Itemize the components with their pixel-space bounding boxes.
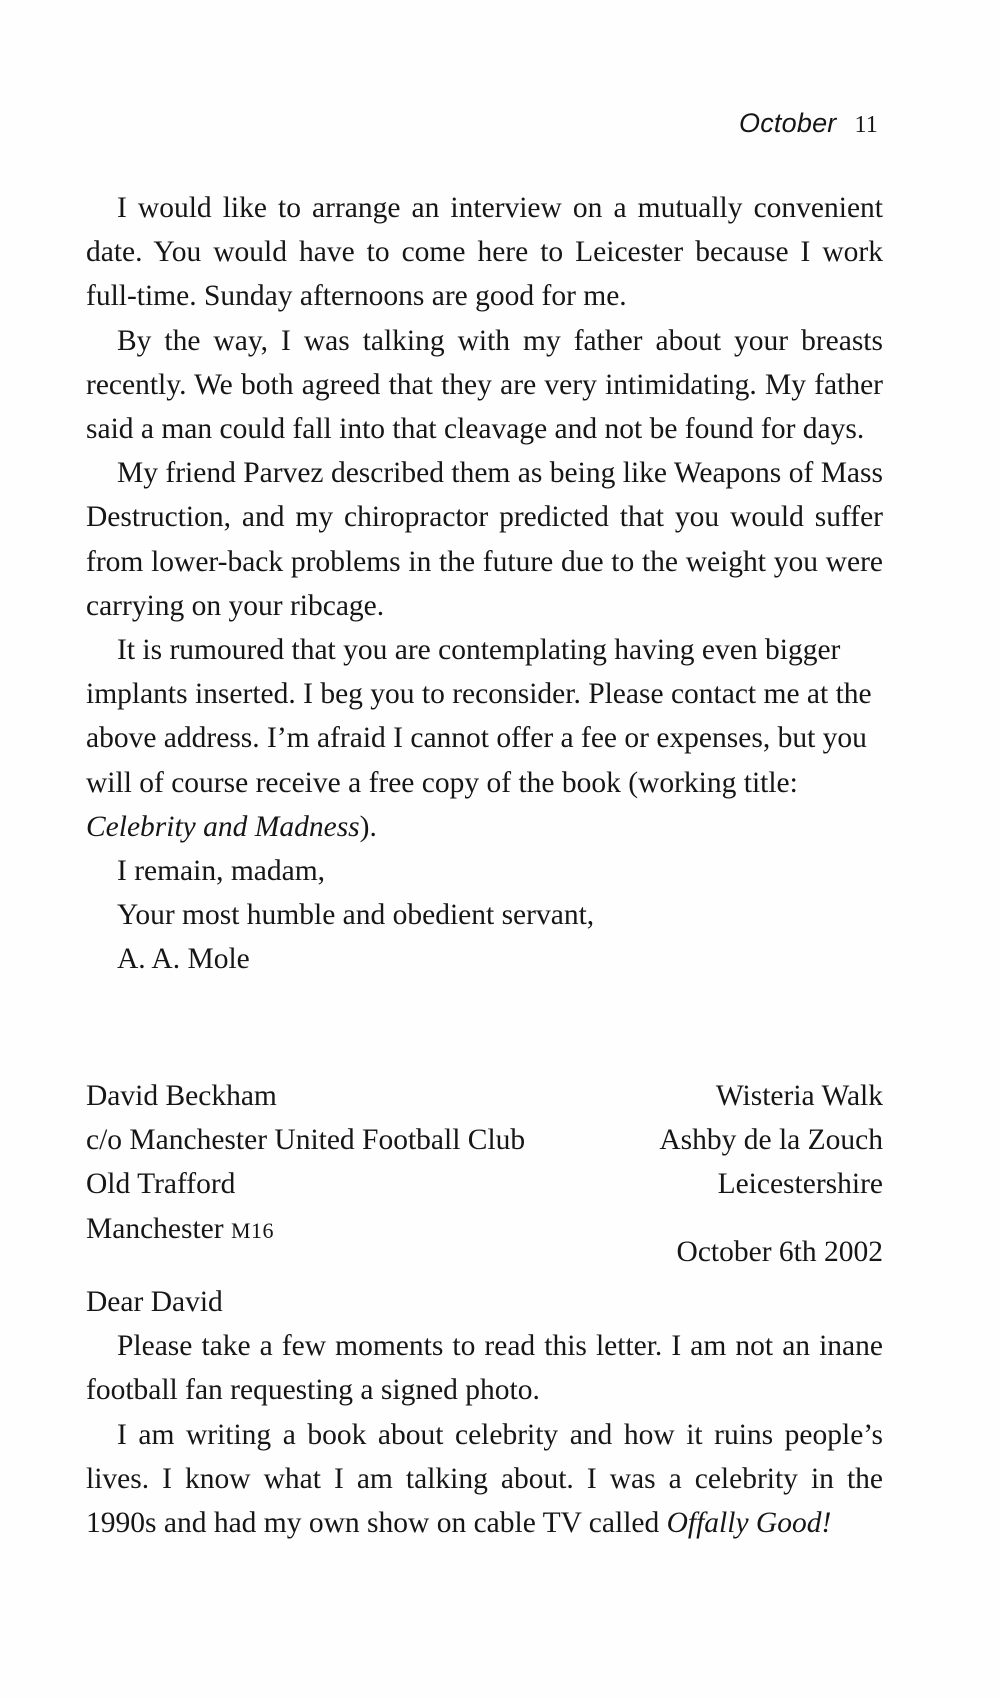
letter-date: October 6th 2002 [676, 1236, 883, 1268]
recipient-city: Manchester [86, 1212, 224, 1245]
running-head-month: October [739, 108, 837, 138]
sender-county: Leicestershire [717, 1168, 883, 1201]
paragraph-text: It is rumoured that you are contemplating having even bigger implants inserted. I beg you to reconsider. Please contact me at the above address. I’m afraid I cannot offer a fee or expenses, but you will of course receive a free copy of the book (working title: [86, 634, 872, 799]
recipient-postcode: M16 [230, 1217, 275, 1243]
letter-to-celebrity-continued [86, 186, 883, 982]
body-paragraph: By the way, I was talking with my father about your breasts recently. We both agreed that they are very intimidating. My father said a man could fall into that cleavage and not be found for days. [86, 324, 883, 446]
recipient-address [86, 1074, 525, 1253]
signature-name: A. A. Mole [117, 943, 250, 976]
salutation: Dear David [86, 1286, 223, 1318]
closing-line: Your most humble and obedient servant, [117, 899, 595, 932]
recipient-org: c/o Manchester United Football Club [86, 1124, 526, 1157]
book-working-title: Celebrity and Madness [86, 810, 360, 843]
sender-town: Ashby de la Zouch [659, 1124, 883, 1157]
body-paragraph: Please take a few moments to read this letter. I am not an inane football fan requesting a signed photo. [86, 1330, 883, 1407]
running-head [739, 108, 878, 139]
body-paragraph: My friend Parvez described them as being like Weapons of Mass Destruction, and my chiropractor predicted that you would suffer from lower-back problems in the future due to the weight you were carrying on your ribcage. [86, 457, 883, 622]
body-paragraph [86, 1413, 883, 1546]
sender-address [659, 1074, 883, 1207]
body-paragraph [86, 628, 883, 849]
tv-show-title: Offally Good! [666, 1507, 832, 1540]
letter-to-david-beckham [86, 1280, 883, 1545]
page-number: 11 [854, 112, 878, 138]
closing-line: I remain, madam, [117, 855, 326, 888]
body-paragraph: I would like to arrange an interview on a mutually convenient date. You would have to come here to Leicester because I work full-time. Sunday afternoons are good for me. [86, 192, 883, 313]
paragraph-text-end: ). [359, 810, 377, 843]
recipient-city-line [86, 1207, 525, 1253]
recipient-name: David Beckham [86, 1080, 277, 1112]
recipient-street: Old Trafford [86, 1168, 236, 1201]
sender-street: Wisteria Walk [715, 1080, 883, 1112]
paragraph-text: I am writing a book about celebrity and how it ruins people’s lives. I know what I am talking about. I was a celebrity in the 1990s and had my own show on cable TV called [86, 1418, 883, 1540]
